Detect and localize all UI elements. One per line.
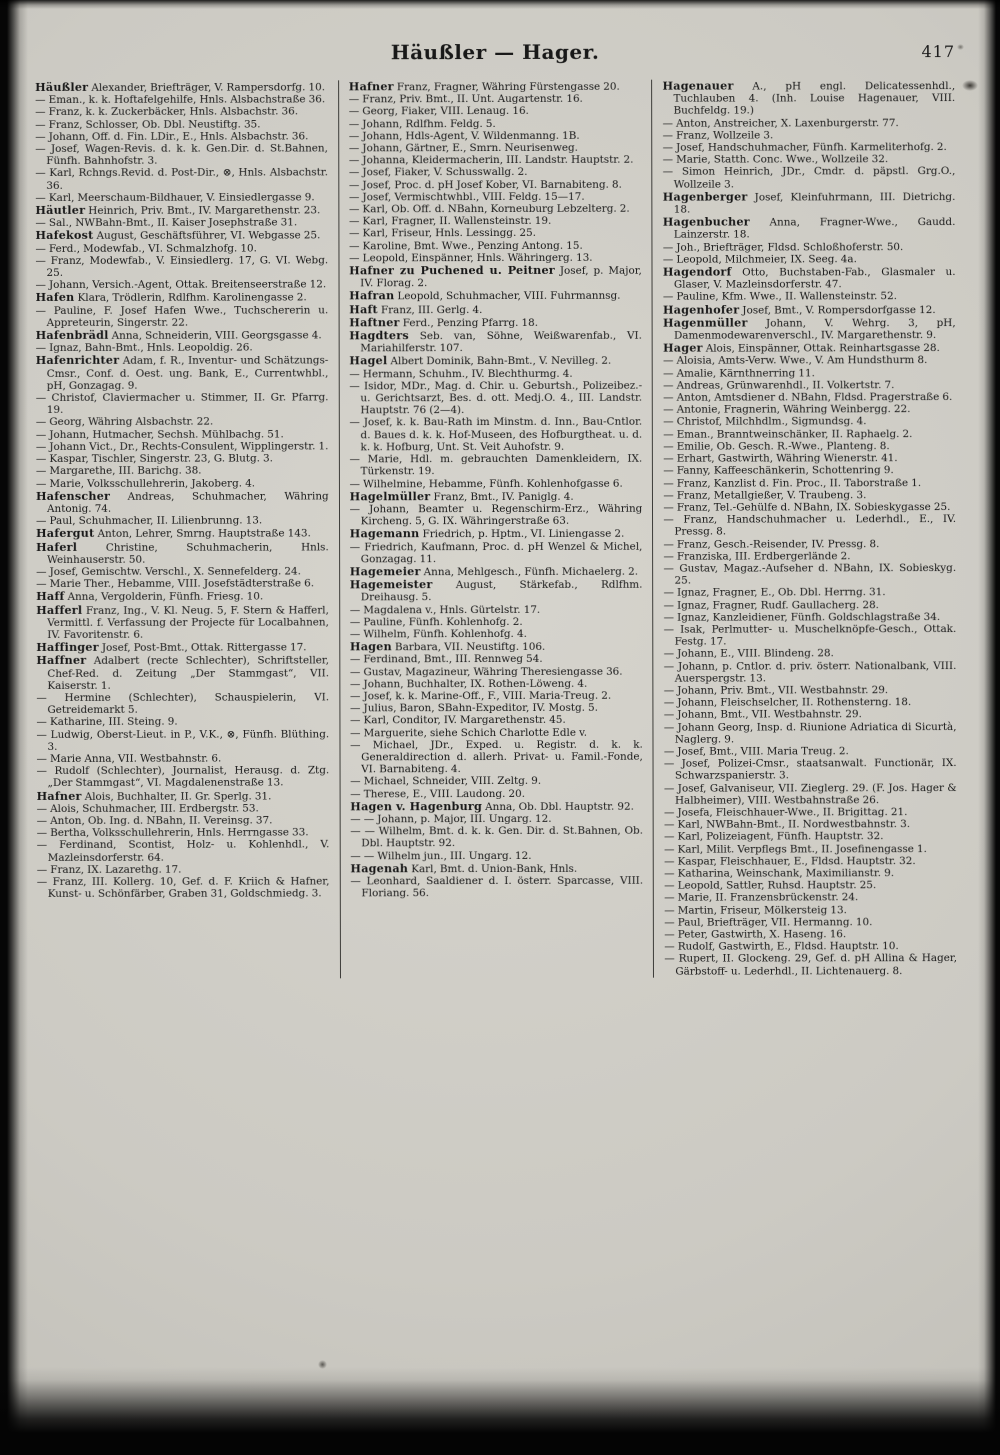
directory-entry: Hafenrichter Adam, f. R., Inventur- und Schätzungs-Cmsr., Conf. d. Oest. ung. Bank, E., Currentwhbl., pH, Gonzagag. 9. — [35, 353, 329, 392]
entry-surname: Hagemann — [349, 526, 420, 541]
page-content — [35, 39, 957, 979]
directory-entry: — Franz, Modewfab., V. Einsiedlerg. 17, G. VI. Webg. 25. — [35, 254, 329, 279]
entry-surname: Hafner — [36, 788, 82, 803]
directory-entry: — Christof, Claviermacher u. Stimmer, II. Gr. Pfarrg. 19. — [35, 391, 329, 417]
entry-surname: Häutler — [35, 202, 86, 217]
directory-entry: — Johann, Buchhalter, IX. Rothen-Löweng. 4. — [350, 677, 588, 691]
directory-entry: — — Johann, p. Major, III. Ungarg. 12. — [350, 812, 552, 826]
directory-entry: — Franz, III. Kollerg. 10, Gef. d. F. Kriich & Hafner, Kunst- u. Schönfärber, Graben 31, Goldschmiedg. 3. — [36, 875, 330, 901]
directory-entry: — Ignaz, Fragner, E., Ob. Dbl. Herrng. 31. — [663, 586, 886, 599]
column-1 — [35, 80, 340, 978]
entry-surname: Hagen — [349, 639, 392, 654]
directory-entry: — Andreas, Grünwarenhdl., II. Volkertstr. 7. — [663, 379, 895, 392]
directory-entry: Haferl Christine, Schuhmacherin, Hnls. Weinhauserstr. 50. — [36, 539, 329, 566]
directory-entry: — Pauline, Kfm. Wwe., II. Wallensteinstr. 52. — [662, 290, 898, 304]
directory-entry: — Rupert, II. Glockeng. 29, Gef. d. pH Allina & Hager, Gärbstoff- u. Lederhdl., II. Lichtenauerg. 8. — [664, 952, 957, 978]
directory-entry: Hagenmüller Johann, V. Wehrg. 3, pH, Damenmodewarenverschl., IV. Margarethenstr. 9. — [662, 315, 956, 342]
directory-entry: Hagen Barbara, VII. Neustiftg. 106. — [349, 639, 546, 654]
directory-entry: — Antonie, Fragnerin, Währing Weinbergg. 22. — [663, 403, 911, 416]
entry-surname: Hafen — [35, 290, 75, 305]
directory-entry: — Rudolf (Schlechter), Journalist, Herausg. d. Ztg. „Der Stammgast“, VI. Magdalenenstraße 13. — [36, 764, 330, 790]
directory-entry: — Josef, Gemischtw. Verschl., X. Sennefelderg. 24. — [36, 565, 301, 578]
directory-entry: — Karl, Rchngs.Revid. d. Post-Dir., ⊗, Hnls. Alsbachstr. 36. — [35, 166, 328, 192]
directory-entry: Hafner Franz, Fragner, Währing Fürstengasse 20. — [348, 79, 620, 94]
directory-entry: — Johann, Hutmacher, Sechsh. Mühlbachg. 51. — [35, 428, 284, 441]
directory-entry: Hagemeister August, Stärkefab., Rdlfhm. Dreihausg. 5. — [349, 577, 643, 604]
directory-entry: — Karl, Polizeiagent, Fünfh. Hauptstr. 32. — [664, 830, 884, 844]
directory-entry: — Anton, Ob. Ing. d. NBahn, II. Vereinsg. 37. — [36, 814, 273, 827]
directory-entry: — Josef, Vermischtwhbl., VIII. Feldg. 15—17. — [349, 190, 585, 204]
entry-surname: Hafferl — [36, 602, 83, 617]
directory-entry: — Ferdinand, Scontist, Holz- u. Kohlenhdl., V. Mazleinsdorferstr. 64. — [36, 838, 330, 864]
scan-artifact — [962, 80, 978, 91]
directory-entry: — Josefa, Fleischhauer-Wwe., II. Brigittag. 21. — [663, 806, 908, 819]
entry-surname: Haft — [349, 301, 378, 316]
directory-entry: — Michael, JDr., Exped. u. Registr. d. k. k. Generaldirection d. allerh. Privat- u. Famil.-Fonde, VI. Barnabiteng. 4. — [350, 738, 643, 776]
entry-surname: Hagenberger — [662, 189, 748, 204]
entry-surname: Haffner — [36, 653, 87, 668]
directory-entry: — Josef, Wagen-Revis. d. k. k. Gen.Dir. d. St.Bahnen, Fünfh. Bahnhofstr. 3. — [35, 142, 328, 168]
entry-surname: Hager — [662, 340, 703, 355]
entry-surname: Haftner — [349, 315, 400, 330]
scan-edge-top — [0, 0, 1000, 9]
directory-entry: — Leopold, Einspänner, Hnls. Währingerg. 13. — [349, 251, 593, 265]
directory-entry: — Johann, Priv. Bmt., VII. Westbahnstr. 29. — [663, 684, 889, 697]
directory-entry: — Leopold, Milchmeier, IX. Seeg. 4a. — [662, 253, 857, 266]
directory-entry: — Josef, Fiaker, V. Schusswallg. 2. — [348, 166, 528, 179]
directory-entry: — Joh., Briefträger, Fldsd. Schloßhoferstr. 50. — [662, 240, 904, 254]
directory-entry: — Johann Vict., Dr., Rechts-Consulent, Wipplingerstr. 1. — [35, 440, 329, 453]
directory-entry: Hafferl Franz, Ing., V. Kl. Neug. 5, F. Stern & Hafferl, Vermittl. f. Verfassung der Projecte für Localbahnen, IV. Favoritenstr. 6. — [36, 602, 329, 641]
directory-entry: — Therese, E., VIII. Laudong. 20. — [350, 787, 526, 800]
directory-entry: — Franz, Kanzlist d. Fin. Proc., II. Taborstraße 1. — [663, 476, 922, 490]
directory-entry: — Johann, Beamter u. Regenschirm-Erz., Währing Kircheng. 5, G. IX. Währingerstraße 63. — [349, 502, 643, 528]
directory-entry: — Pauline, F. Josef Hafen Wwe., Tuchschererin u. Appreteurin, Singerstr. 22. — [35, 304, 329, 329]
directory-entry: Häußler Alexander, Briefträger, V. Rampersdorfg. 10. — [35, 79, 326, 94]
directory-entry: — Karl, Ob. Off. d. NBahn, Korneuburg Lebzelterg. 2. — [349, 202, 630, 216]
directory-entry: — Karoline, Bmt. Wwe., Penzing Antong. 15. — [349, 239, 583, 252]
entry-surname: Hafergut — [36, 526, 95, 541]
page-header — [35, 39, 955, 69]
directory-entry: Hafenscher Andreas, Schuhmacher, Währing Antonig. 74. — [35, 488, 329, 515]
directory-entry: — Isak, Perlmutter- u. Muschelknöpfe-Gesch., Ottak. Festg. 17. — [663, 622, 957, 648]
directory-entry: — Johann, Hdls-Agent, V. Wildenmanng. 1B. — [348, 129, 580, 143]
directory-entry: Hafner Alois, Buchhalter, II. Gr. Sperlg. 31. — [36, 788, 272, 803]
directory-entry: — Franz, Metallgießer, V. Traubeng. 3. — [663, 488, 867, 502]
column-3 — [651, 79, 957, 977]
directory-entry: — Gustav, Magazineur, Währing Theresiengasse 36. — [350, 665, 623, 678]
directory-entry: — Marie, Volksschullehrerin, Jakoberg. 4. — [35, 477, 256, 490]
directory-entry: Hagendorf Otto, Buchstaben-Fab., Glasmaler u. Glaser, V. Mazleinsdorferstr. 47. — [662, 264, 956, 291]
directory-entry: — Isidor, MDr., Mag. d. Chir. u. Geburtsh., Polizeibez.- u. Gerichtsarzt, Bes. d. ott. Medj.O. 4., III. Landstr. Hauptstr. 76 (2—4). — [349, 379, 643, 417]
directory-entry: — Katharina, Weinschank, Maximilianstr. 9. — [664, 867, 895, 880]
directory-entry: — Anton, Anstreicher, X. Laxenburgerstr. 77. — [662, 116, 899, 130]
entry-surname: Hafenrichter — [35, 353, 120, 368]
directory-entry: Hagenah Karl, Bmt. d. Union-Bank, Hnls. — [350, 860, 578, 876]
directory-entry: Hafekost August, Geschäftsführer, VI. Webgasse 25. — [35, 228, 321, 243]
directory-entry: — Gustav, Magaz.-Aufseher d. NBahn, IX. Sobieskyg. 25. — [663, 561, 957, 587]
directory-entry: Hagel Albert Dominik, Bahn-Bmt., V. Nevilleg. 2. — [349, 353, 612, 368]
directory-entry: — Karl, Milit. Verpflegs Bmt., II. Josefinengasse 1. — [664, 842, 927, 856]
directory-entry: — Margarethe, III. Barichg. 38. — [35, 464, 202, 478]
directory-columns — [35, 79, 957, 979]
directory-entry: — Bertha, Volksschullehrerin, Hnls. Herrngasse 33. — [36, 826, 309, 840]
directory-entry: — Johanna, Kleidermacherin, III. Landstr. Hauptstr. 2. — [348, 153, 634, 167]
directory-entry: — Josef, k. k. Bau-Rath im Minstm. d. Inn., Bau-Cntlor. d. Baues d. k. k. Hof-Museen, des Hofburgtheat. u. d. k. k. Hofburg, Unt. St. Veit Auhofstr. 9. — [349, 416, 643, 454]
entry-surname: Hagemeister — [349, 577, 433, 592]
directory-entry: — Josef, k. k. Marine-Off., F., VIII. Maria-Treug. 2. — [350, 689, 612, 703]
directory-entry: Hagemann Friedrich, p. Hptm., VI. Liniengasse 2. — [349, 526, 625, 541]
directory-entry: — Karl, Fragner, II. Wallensteinstr. 19. — [349, 215, 552, 228]
directory-entry: — Johann, Bmt., VII. Westbahnstr. 29. — [663, 708, 862, 722]
directory-entry: Hafergut Anton, Lehrer, Smrng. Hauptstraße 143. — [36, 526, 311, 541]
directory-entry: Haffinger Josef, Post-Bmt., Ottak. Rittergasse 17. — [36, 639, 307, 655]
directory-entry: Haftner Ferd., Penzing Pfarrg. 18. — [349, 315, 539, 330]
directory-entry: Hagelmüller Franz, Bmt., IV. Paniglg. 4. — [349, 488, 574, 504]
directory-entry: — Georg, Währing Alsbachstr. 22. — [35, 416, 214, 429]
column-2 — [338, 80, 654, 978]
directory-entry: — Fanny, Kaffeeschänkerin, Schottenring 9. — [663, 464, 894, 477]
directory-entry: — Franz, IX. Lazarethg. 17. — [36, 863, 182, 876]
directory-entry: — Franz, Wollzeile 3. — [662, 129, 774, 142]
scan-artifact — [318, 1360, 327, 1369]
directory-entry: Hagen v. Hagenburg Anna, Ob. Dbl. Hauptstr. 92. — [350, 798, 634, 814]
directory-entry: — Georg, Fiaker, VIII. Lenaug. 16. — [348, 105, 529, 118]
directory-entry: Hagenbucher Anna, Fragner-Wwe., Gaudd. Lainzerstr. 18. — [662, 214, 956, 242]
directory-entry: — Leopold, Sattler, Ruhsd. Hauptstr. 25. — [664, 879, 877, 892]
directory-entry: — Kaspar, Fleischhauer, E., Fldsd. Hauptstr. 32. — [664, 854, 916, 868]
directory-entry: — Julius, Baron, SBahn-Expeditor, IV. Mostg. 5. — [350, 701, 598, 715]
directory-entry: Hagemeier Anna, Mehlgesch., Fünfh. Michaelerg. 2. — [349, 564, 639, 579]
directory-entry: Hagdters Seb. van, Söhne, Weißwarenfab., VI. Mariahilferstr. 107. — [349, 328, 642, 355]
directory-entry: — — Wilhelm, Bmt. d. k. k. Gen. Dir. d. St.Bahnen, Ob. Dbl. Hauptstr. 92. — [350, 824, 644, 850]
directory-entry: — Eman., k. k. Hoftafelgehilfe, Hnls. Alsbachstraße 36. — [35, 93, 326, 107]
directory-entry: — Magdalena v., Hnls. Gürtelstr. 17. — [349, 603, 541, 616]
directory-entry: — Ignaz, Bahn-Bmt., Hnls. Leopoldig. 26. — [35, 341, 253, 355]
directory-entry: — Franz, Tel.-Gehülfe d. NBahn, IX. Sobieskygasse 25. — [663, 500, 951, 514]
directory-entry: — Ferdinand, Bmt., III. Rennweg 54. — [349, 653, 543, 666]
directory-entry: — Josef, Bmt., VIII. Maria Treug. 2. — [663, 745, 849, 758]
entry-surname: Hagenah — [350, 860, 409, 876]
directory-entry: — Paul, Schuhmacher, II. Lilienbrunng. 13. — [36, 514, 263, 528]
directory-entry: Hafran Leopold, Schuhmacher, VIII. Fuhrmannsg. — [349, 288, 621, 303]
directory-entry: — Josef, Proc. d. pH Josef Kober, VI. Barnabiteng. 8. — [348, 178, 622, 191]
entry-surname: Hafner — [348, 79, 394, 94]
directory-entry: — Josef, Polizei-Cmsr., staatsanwalt. Functionär, IX. Schwarzspanierstr. 3. — [663, 757, 957, 783]
scan-artifact — [957, 44, 964, 50]
entry-surname: Häußler — [35, 79, 89, 94]
directory-entry: — Kaspar, Tischler, Singerstr. 23, G. Blutg. 3. — [35, 452, 273, 466]
directory-entry: Hager Alois, Einspänner, Ottak. Reinhartsgasse 28. — [662, 340, 940, 355]
directory-entry: — Johann, Versich.-Agent, Ottak. Breitenseerstraße 12. — [35, 278, 327, 292]
directory-entry: — Ferd., Modewfab., VI. Schmalzhofg. 10. — [35, 242, 257, 255]
scan-edge-left — [0, 0, 28, 1455]
entry-surname: Hagenauer — [662, 78, 734, 93]
directory-entry: — Johann, E., VIII. Blindeng. 28. — [663, 647, 834, 660]
directory-entry: Hagenauer A., pH engl. Delicatessenhdl., Tuchlauben 4. (Inh. Louise Hagenauer, VIII. Buchfeldg. 19.) — [662, 78, 956, 118]
directory-entry: Haff Anna, Vergolderin, Fünfh. Friesg. 10. — [36, 589, 264, 604]
directory-entry: — Karl, Conditor, IV. Margarethenstr. 45. — [350, 714, 566, 727]
directory-entry: — Franz, Schlosser, Ob. Dbl. Neustiftg. 35. — [35, 118, 261, 131]
directory-entry: Hafen Klara, Trödlerin, Rdlfhm. Karolinengasse 2. — [35, 290, 307, 305]
directory-entry: Häutler Heinrich, Priv. Bmt., IV. Margarethenstr. 23. — [35, 202, 321, 217]
directory-entry: Haft Franz, III. Gerlg. 4. — [349, 301, 483, 316]
directory-entry: — Marie, II. Franzensbrückenstr. 24. — [664, 891, 859, 905]
directory-entry: — Paul, Briefträger, VII. Hermanng. 10. — [664, 916, 873, 929]
entry-surname: Hagenmüller — [662, 315, 748, 330]
directory-entry: — Johann Georg, Insp. d. Riunione Adriatica di Sicurtà, Naglerg. 9. — [663, 720, 957, 746]
directory-entry: — Eman., Branntweinschänker, II. Raphaelg. 2. — [663, 427, 913, 441]
directory-entry: — Karl, Friseur, Hnls. Lessingg. 25. — [349, 227, 536, 240]
directory-entry: — Johann, Gärtner, E., Smrn. Neurisenweg. — [348, 141, 578, 155]
directory-entry: — Simon Heinrich, JDr., Cmdr. d. päpstl. Grg.O., Wollzeile 3. — [662, 165, 956, 191]
directory-entry: — Johann, Off. d. Fin. LDir., E., Hnls. Alsbachstr. 36. — [35, 130, 309, 143]
directory-entry: Haffner Adalbert (recte Schlechter), Schriftsteller, Chef-Red. d. Zeitung „Der Stammgast“, VII. Kaiserstr. 1. — [36, 653, 330, 692]
directory-entry: — Marie, Statth. Conc. Wwe., Wollzeile 32. — [662, 153, 889, 166]
entry-surname: Hafenscher — [35, 488, 111, 503]
directory-entry: — Franz, Handschuhmacher u. Lederhdl., E., IV. Pressg. 8. — [663, 513, 957, 538]
entry-surname: Haff — [36, 589, 65, 604]
directory-entry: — Anton, Amtsdiener d. NBahn, Fldsd. Pragerstraße 6. — [663, 391, 953, 404]
entry-surname: Hagel — [349, 353, 388, 368]
scan-edge-bottom — [0, 1367, 1000, 1455]
directory-entry: — Amalie, Kärnthnerring 11. — [663, 367, 815, 380]
directory-entry: Hafner zu Puchened u. Peitner Josef, p. Major, IV. Florag. 2. — [349, 262, 642, 290]
directory-entry: — Rudolf, Gastwirth, E., Fldsd. Hauptstr. 10. — [664, 940, 899, 953]
directory-entry: — Ignaz, Kanzleidiener, Fünfh. Goldschlagstraße 34. — [663, 610, 941, 624]
directory-entry: — Emilie, Ob. Gesch. R.-Wwe., Planteng. 8. — [663, 440, 890, 453]
directory-entry: — Hermine (Schlechter), Schauspielerin, VI. Getreidemarkt 5. — [36, 691, 330, 717]
page-number: 417 — [921, 42, 956, 62]
directory-entry: Hagenberger Josef, Kleinfuhrmann, III. Dietrichg. 18. — [662, 189, 956, 216]
entry-surname: Hagelmüller — [349, 488, 431, 504]
directory-entry: — Franz, Gesch.-Reisender, IV. Pressg. 8. — [663, 537, 880, 551]
entry-surname: Hafner zu Puchened u. Peitner — [349, 262, 555, 278]
directory-entry: — Josef, Handschuhmacher, Fünfh. Karmeliterhofg. 2. — [662, 141, 947, 154]
directory-entry: — Franz, k. k. Zuckerbäcker, Hnls. Alsbachstr. 36. — [35, 105, 299, 119]
directory-entry: — Johann, Fleischselcher, II. Rothensterng. 18. — [663, 696, 912, 709]
directory-entry: — Friedrich, Kaufmann, Proc. d. pH Wenzel & Michel, Gonzagag. 11. — [349, 540, 643, 566]
directory-entry: — Karl, Meerschaum-Bildhauer, V. Einsiedlergasse 9. — [35, 191, 315, 204]
directory-entry: — Franziska, III. Erdbergerlände 2. — [663, 549, 851, 563]
entry-surname: Hafran — [349, 288, 395, 303]
directory-entry: — Michael, Schneider, VIII. Zeltg. 9. — [350, 775, 542, 788]
scan-edge-right — [978, 0, 1000, 1455]
directory-entry: — Johann, Rdlfhm. Feldg. 5. — [348, 117, 496, 130]
entry-surname: Hafenbrädl — [35, 327, 109, 343]
entry-surname: Hagenhofer — [662, 302, 740, 317]
entry-surname: Hagemeier — [349, 564, 421, 579]
directory-entry: — Marie Ther., Hebamme, VIII. Josefstädterstraße 6. — [36, 577, 315, 591]
directory-entry: — Peter, Gastwirth, X. Haseng. 16. — [664, 928, 847, 941]
directory-entry: — Franz, Priv. Bmt., II. Unt. Augartenstr. 16. — [348, 93, 583, 106]
directory-entry: Hafenbrädl Anna, Schneiderin, VIII. Georgsgasse 4. — [35, 327, 322, 343]
entry-surname: Hagen v. Hagenburg — [350, 798, 483, 814]
entry-surname: Hafekost — [35, 228, 94, 243]
directory-entry: — Martin, Friseur, Mölkersteig 13. — [664, 903, 847, 917]
directory-entry: — — Wilhelm jun., III. Ungarg. 12. — [350, 849, 532, 862]
directory-entry: — Marguerite, siehe Schich Charlotte Edle v. — [350, 726, 588, 739]
directory-entry: — Marie, Hdl. m. gebrauchten Damenkleidern, IX. Türkenstr. 19. — [349, 452, 643, 478]
entry-surname: Hagendorf — [662, 264, 732, 279]
directory-entry: — Pauline, Fünfh. Kohlenhofg. 2. — [349, 615, 523, 629]
entry-surname: Hagenbucher — [662, 214, 750, 229]
directory-entry: Hagenhofer Josef, Bmt., V. Rompersdorfgasse 12. — [662, 302, 936, 317]
directory-entry: — Ludwig, Oberst-Lieut. in P., V.K., ⊗, Fünfh. Blüthing. 3. — [36, 727, 330, 753]
directory-entry: — Ignaz, Fragner, Rudf. Gaullacherg. 28. — [663, 598, 879, 612]
directory-entry: — Aloisia, Amts-Verw. Wwe., V. Am Hundsthurm 8. — [663, 354, 928, 368]
directory-entry: — Christof, Milchhdlm., Sigmundsg. 4. — [663, 415, 867, 429]
directory-entry: — Sal., NWBahn-Bmt., II. Kaiser Josephstraße 31. — [35, 216, 298, 230]
directory-entry: — Karl, NWBahn-Bmt., II. Nordwestbahnstr. 3. — [663, 818, 911, 831]
entry-surname: Hagdters — [349, 328, 409, 343]
directory-entry: — Hermann, Schuhm., IV. Blechthurmg. 4. — [349, 367, 573, 380]
directory-entry: — Wilhelmine, Hebamme, Fünfh. Kohlenhofgasse 6. — [349, 477, 623, 490]
entry-surname: Haffinger — [36, 639, 99, 655]
entry-surname: Haferl — [36, 539, 78, 554]
running-head-title: Häußler — Hager. — [390, 39, 600, 65]
directory-entry: — Josef, Galvaniseur, VII. Zieglerg. 29. (F. Jos. Hager & Halbheimer), VIII. Westbahnstraße 26. — [663, 781, 957, 807]
directory-entry: — Marie Anna, VII. Westbahnstr. 6. — [36, 752, 222, 765]
directory-entry: — Alois, Schuhmacher, III. Erdbergstr. 53. — [36, 802, 259, 815]
directory-entry: — Erhart, Gastwirth, Währing Wienerstr. 41. — [663, 452, 898, 465]
directory-entry: — Katharine, III. Steing. 9. — [36, 716, 178, 729]
directory-entry: — Leonhard, Saaldiener d. I. österr. Sparcasse, VIII. Floriang. 56. — [350, 874, 644, 900]
directory-entry: — Wilhelm, Fünfh. Kohlenhofg. 4. — [349, 627, 527, 641]
directory-entry: — Johann, p. Cntlor. d. priv. österr. Nationalbank, VIII. Auerspergstr. 13. — [663, 659, 957, 685]
